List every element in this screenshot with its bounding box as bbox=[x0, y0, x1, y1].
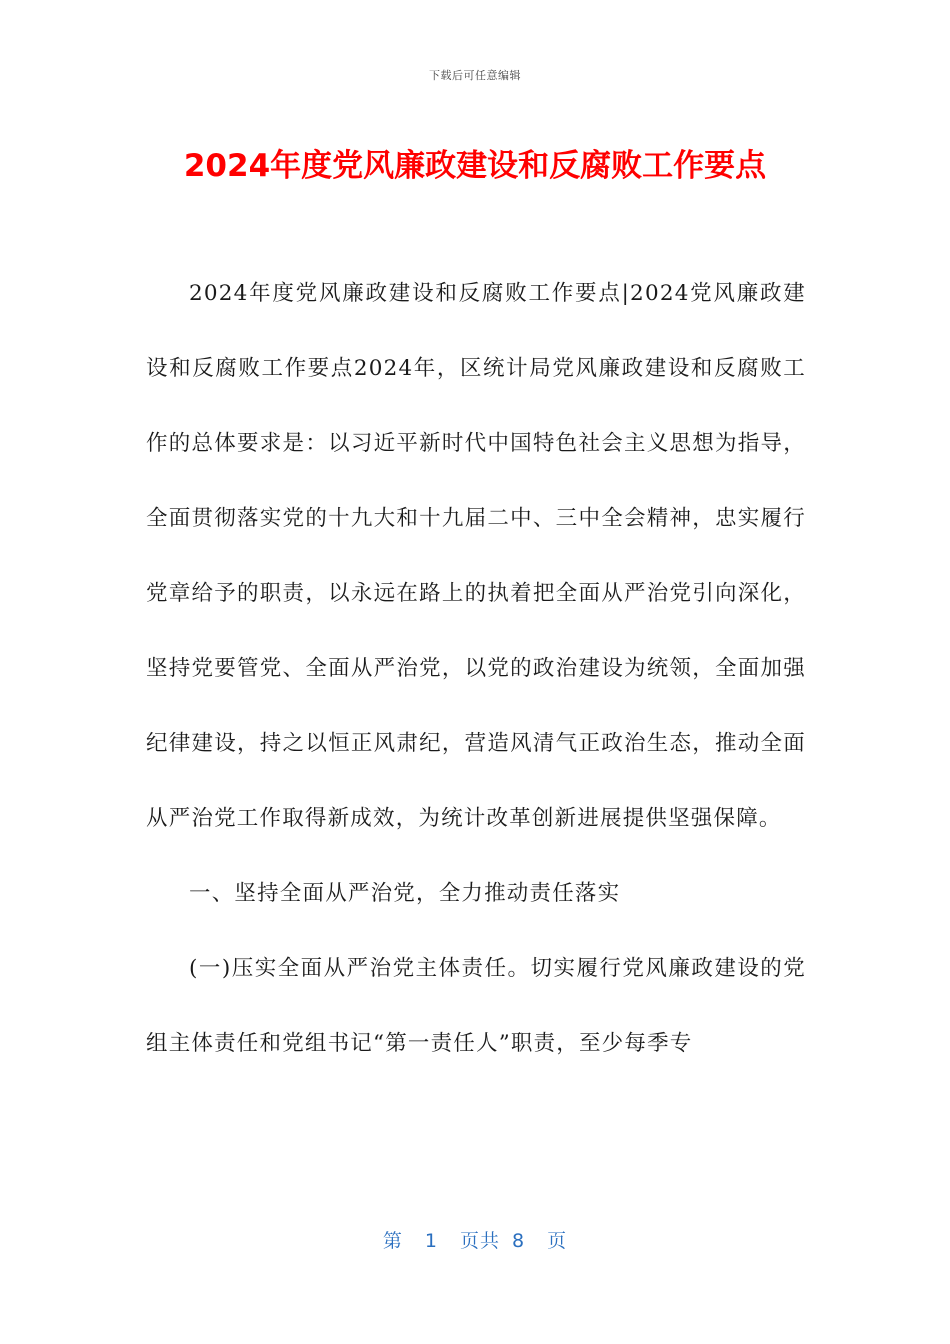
section-heading-1: 一、坚持全面从严治党，全力推动责任落实 bbox=[189, 881, 621, 906]
page-number-footer bbox=[0, 1226, 950, 1253]
total-pages-number: 8 bbox=[512, 1230, 526, 1252]
page-suffix: 页 bbox=[547, 1230, 568, 1252]
paragraph-intro: 2024年度党风廉政建设和反腐败工作要点|2024党风廉政建设和反腐败工作要点2024年，区统计局党风廉政建设和反腐败工作的总体要求是：以习近平新时代中国特色社会主义思想为指导，全面贯彻落实党的十九大和十九届二中、三中全会精神，忠实履行党章给予的职责，以永远在路上的执着把全面从严治党引向深化，坚持党要管党、全面从严治党，以党的政治建设为统领，全面加强纪律建设，持之以恒正风肃纪，营造风清气正政治生态，推动全面从严治党工作取得新成效，为统计改革创新进展提供坚强保障。 bbox=[146, 281, 806, 831]
page-middle-text: 页共 bbox=[459, 1230, 500, 1252]
current-page-number: 1 bbox=[424, 1230, 438, 1252]
document-title: 2024年度党风廉政建设和反腐败工作要点 bbox=[183, 148, 767, 184]
document-body bbox=[146, 256, 806, 1081]
paragraph-section-1-item-1: (一)压实全面从严治党主体责任。切实履行党风廉政建设的党组主体责任和党组书记“第一责任人”职责，至少每季专 bbox=[146, 956, 806, 1056]
header-note: 下载后可任意编辑 bbox=[429, 69, 521, 82]
page-prefix: 第 bbox=[382, 1230, 403, 1252]
